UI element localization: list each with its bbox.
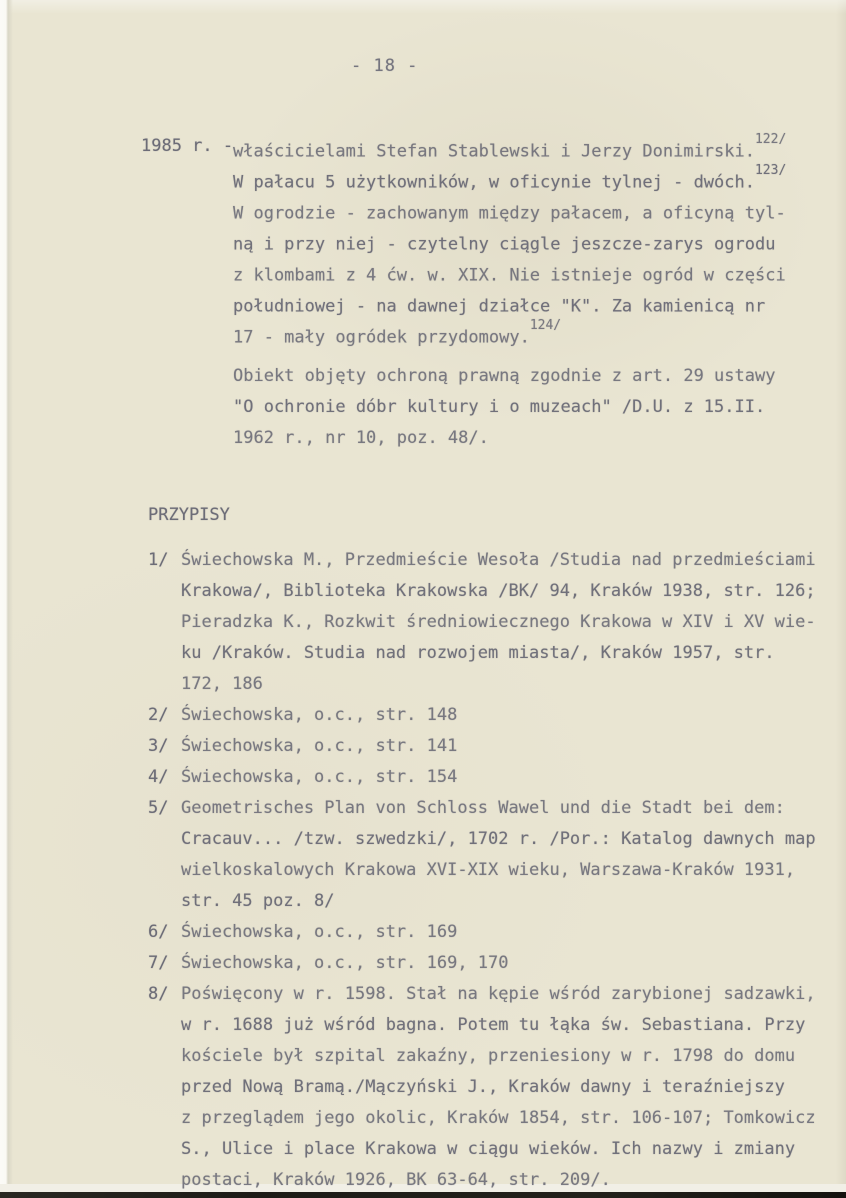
- text-line: [181, 669, 816, 700]
- footnote-lines: [181, 793, 816, 917]
- footnote-number: 1/: [148, 550, 169, 570]
- text-line: [233, 361, 775, 392]
- footnote-item: [148, 731, 816, 762]
- line-text: Obiekt objęty ochroną prawną zgodnie z art. 29 ustawy: [233, 366, 776, 386]
- line-text: Krakowa/, Biblioteka Krakowska /BK/ 94, Kraków 1938, str. 126;: [181, 581, 816, 601]
- text-line: [181, 638, 816, 669]
- footnote-lines: [181, 762, 816, 793]
- footnote-item: [148, 545, 816, 700]
- footnote-number: 3/: [148, 736, 169, 756]
- footnote-item: [148, 917, 816, 948]
- line-text: ną i przy niej - czytelny ciągle jeszcze-zarys ogrodu: [233, 234, 776, 255]
- line-text: Cracauv... /tzw. szwedzki/, 1702 r. /Por.: Katalog dawnych map: [181, 829, 816, 849]
- line-text: "O ochronie dóbr kultury i o muzeach" /D.U. z 15.II.: [233, 397, 766, 417]
- footnote-item: [148, 700, 816, 731]
- line-text: Świechowska, o.c., str. 169, 170: [181, 953, 509, 973]
- main-entry: [141, 131, 787, 348]
- line-text: z klombami z 4 ćw. w. XIX. Nie istnieje ogród w części: [233, 265, 786, 286]
- footnote-number: 7/: [148, 953, 169, 973]
- footnotes-list: [148, 545, 816, 1196]
- line-text: ku /Kraków. Studia nad rozwojem miasta/, Kraków 1957, str.: [181, 643, 775, 663]
- footnote-number: 2/: [148, 705, 169, 725]
- text-line: [181, 700, 816, 731]
- line-text: Świechowska, o.c., str. 141: [181, 736, 458, 756]
- footnote-marker: 123/: [754, 163, 787, 178]
- text-line: [233, 423, 775, 454]
- line-text: w r. 1688 już wśród bagna. Potem tu łąka św. Sebastiana. Przy: [181, 1015, 806, 1035]
- line-text: Świechowska M., Przedmieście Wesoła /Studia nad przedmieściami: [181, 550, 816, 570]
- entry-text-line: [233, 255, 786, 286]
- line-text: Świechowska, o.c., str. 154: [181, 767, 458, 787]
- text-line: [181, 762, 816, 793]
- line-text: przed Nową Bramą./Mączyński J., Kraków dawny i teraźniejszy: [181, 1077, 785, 1097]
- text-line: [181, 1103, 816, 1134]
- text-line: [181, 1165, 816, 1196]
- footnote-number: 6/: [148, 922, 169, 942]
- line-text: kościele był szpital zakaźny, przeniesiony w r. 1798 do domu: [181, 1046, 796, 1066]
- entry-year-label: 1985 r. -: [141, 136, 234, 156]
- line-text: W ogrodzie - zachowanym między pałacem, a oficyną tyl-: [233, 203, 786, 224]
- footnote-item: [148, 762, 816, 793]
- line-text: 172, 186: [181, 674, 263, 694]
- line-text: postaci, Kraków 1926, BK 63-64, str. 209/.: [181, 1170, 611, 1190]
- entry-text-line: [233, 286, 786, 317]
- line-text: 1962 r., nr 10, poz. 48/.: [233, 428, 489, 448]
- footnote-lines: [181, 979, 816, 1196]
- text-line: [181, 576, 816, 607]
- footnote-item: [148, 793, 816, 917]
- footnote-item: [148, 948, 816, 979]
- line-text: Świechowska, o.c., str. 148: [181, 705, 458, 725]
- footnotes-heading: PRZYPISY: [148, 505, 230, 525]
- footnote-lines: [181, 545, 816, 700]
- line-text: Pieradzka K., Rozkwit średniowiecznego Krakowa w XIV i XV wie-: [181, 612, 816, 632]
- line-text: południowej - na dawnej działce "K". Za kamienicą nr: [233, 296, 766, 317]
- footnote-lines: [181, 917, 816, 948]
- line-text: S., Ulice i place Krakowa w ciągu wieków. Ich nazwy i zmiany: [181, 1139, 796, 1159]
- entry-text-line: [233, 162, 786, 193]
- entry-text-line: [233, 224, 786, 255]
- main-entry-lines: [233, 131, 786, 348]
- text-line: [181, 1010, 816, 1041]
- text-line: [181, 607, 816, 638]
- line-text: 17 - mały ogródek przydomowy.: [233, 327, 530, 348]
- entry-text-line: [233, 131, 786, 162]
- text-line: [181, 1041, 816, 1072]
- footnote-item: [148, 979, 816, 1196]
- text-line: [181, 979, 816, 1010]
- text-line: [181, 731, 816, 762]
- line-text: wielkoskalowych Krakowa XVI-XIX wieku, Warszawa-Kraków 1931,: [181, 860, 796, 880]
- text-line: [181, 545, 816, 576]
- footnote-lines: [181, 948, 816, 979]
- torn-left-edge: [0, 0, 14, 1198]
- text-line: [181, 917, 816, 948]
- line-text: Poświęcony w r. 1598. Stał na kępie wśród zarybionej sadzawki,: [181, 984, 816, 1004]
- footnote-number: 5/: [148, 798, 169, 818]
- text-line: [181, 793, 816, 824]
- page-number: - 18 -: [351, 56, 419, 76]
- footnote-number: 4/: [148, 767, 169, 787]
- entry-text-line: [233, 317, 786, 348]
- footnote-lines: [181, 731, 816, 762]
- text-line: [181, 1134, 816, 1165]
- text-line: [233, 392, 775, 423]
- line-text: Świechowska, o.c., str. 169: [181, 922, 458, 942]
- footnote-marker: 122/: [754, 132, 787, 147]
- legal-protection-paragraph: [233, 361, 775, 454]
- text-line: [181, 855, 816, 886]
- footnote-marker: 124/: [529, 318, 562, 333]
- line-text: Geometrisches Plan von Schloss Wawel und die Stadt bei dem:: [181, 798, 785, 818]
- line-text: str. 45 poz. 8/: [181, 891, 335, 911]
- text-line: [181, 824, 816, 855]
- line-text: z przeglądem jego okolic, Kraków 1854, str. 106-107; Tomkowicz: [181, 1108, 816, 1128]
- entry-text-line: [233, 193, 786, 224]
- text-line: [181, 948, 816, 979]
- footnote-number: 8/: [148, 984, 169, 1004]
- line-text: W pałacu 5 użytkowników, w oficynie tylnej - dwóch.: [233, 172, 755, 193]
- text-line: [181, 1072, 816, 1103]
- line-text: właścicielami Stefan Stablewski i Jerzy Donimirski.: [233, 141, 755, 162]
- footnote-lines: [181, 700, 816, 731]
- text-line: [181, 886, 816, 917]
